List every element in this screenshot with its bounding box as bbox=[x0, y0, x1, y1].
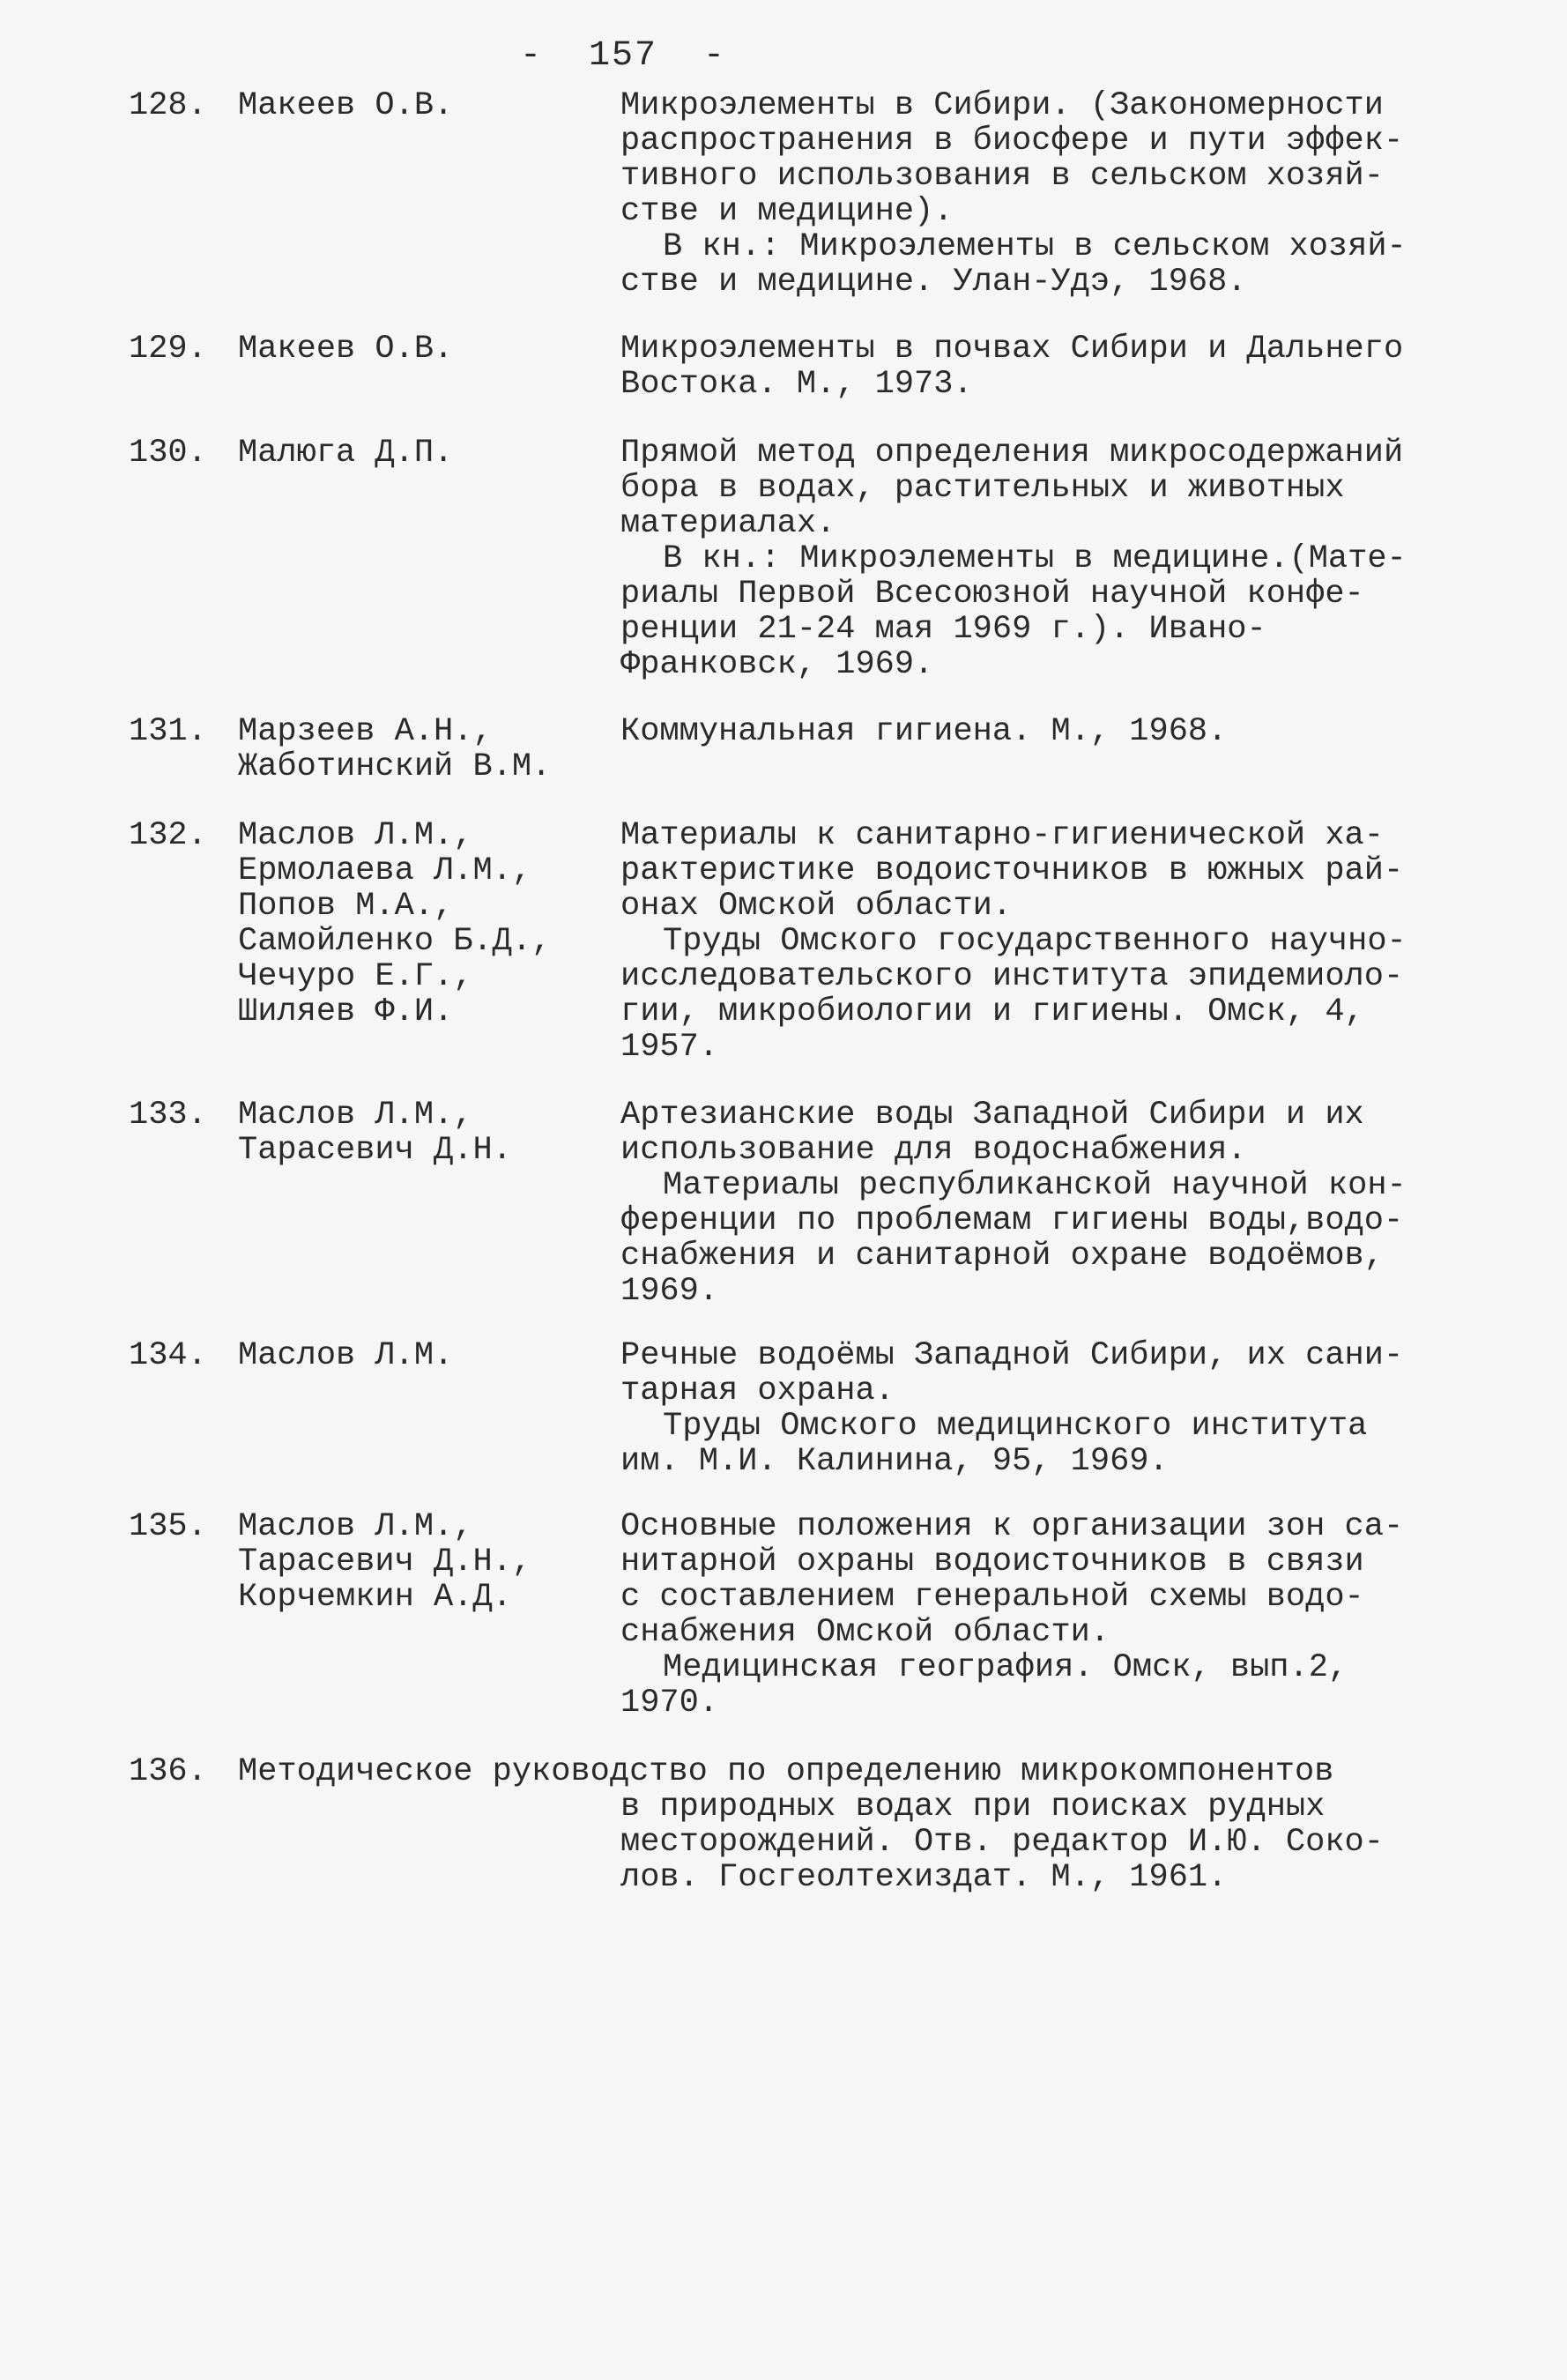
entry-number: 135. bbox=[129, 1508, 207, 1545]
description-line: им. М.И. Калинина, 95, 1969. bbox=[620, 1443, 1169, 1480]
entry-authors bbox=[238, 1509, 608, 1615]
description-line: Франковск, 1969. bbox=[620, 646, 934, 683]
author: Жаботинский В.М. bbox=[238, 748, 552, 785]
description-line: в природных водах при поисках рудных bbox=[620, 1789, 1326, 1826]
entry-number: 128. bbox=[129, 87, 207, 124]
description-line: исследовательского института эпидемиоло- bbox=[620, 958, 1404, 995]
entry-number: 134. bbox=[129, 1337, 207, 1374]
author: Малюга Д.П. bbox=[238, 435, 454, 472]
description-line: распространения в биосфере и пути эффек- bbox=[620, 123, 1404, 160]
description-line: Труды Омского медицинского института bbox=[663, 1408, 1368, 1445]
entry-description bbox=[620, 818, 1440, 1065]
description-line: Востока. М., 1973. bbox=[620, 366, 973, 403]
description-line: 1970. bbox=[620, 1685, 719, 1722]
author: Ермолаева Л.М., bbox=[238, 852, 532, 889]
description-line: 1969. bbox=[620, 1273, 719, 1310]
description-line: В кн.: Микроэлементы в медицине.(Мате- bbox=[663, 540, 1407, 577]
author: Чечуро Е.Г., bbox=[238, 958, 473, 995]
author: Шиляев Ф.И. bbox=[238, 993, 454, 1030]
entry-description bbox=[620, 88, 1440, 300]
description-line: онах Омской области. bbox=[620, 888, 1013, 925]
description-line: использование для водоснабжения. bbox=[620, 1132, 1247, 1169]
description-line: тивного использования в сельском хозяй- bbox=[620, 158, 1384, 195]
author: Марзеев А.Н., bbox=[238, 713, 493, 750]
entry-number: 133. bbox=[129, 1097, 207, 1134]
entry-authors bbox=[238, 88, 608, 123]
entry-number: 136. bbox=[129, 1753, 207, 1790]
entry-description bbox=[620, 1097, 1440, 1309]
entry-description bbox=[620, 1338, 1440, 1479]
author: Попов М.А., bbox=[238, 888, 454, 925]
entry-authors bbox=[238, 1097, 608, 1168]
author: Маслов Л.М., bbox=[238, 1508, 473, 1545]
author: Маслов Л.М., bbox=[238, 1097, 473, 1134]
author: Тарасевич Д.Н., bbox=[238, 1543, 532, 1580]
author: Макеев О.В. bbox=[238, 331, 454, 368]
author: Тарасевич Д.Н. bbox=[238, 1132, 512, 1169]
description-line: с составлением генеральной схемы водо- bbox=[620, 1579, 1364, 1616]
description-line: снабжения и санитарной охране водоёмов, bbox=[620, 1238, 1384, 1275]
author: Корчемкин А.Д. bbox=[238, 1579, 512, 1616]
description-line: ренции 21-24 мая 1969 г.). Ивано- bbox=[620, 611, 1266, 648]
description-line: В кн.: Микроэлементы в сельском хозяй- bbox=[663, 228, 1407, 265]
description-line: Материалы к санитарно-гигиенической ха- bbox=[620, 817, 1384, 854]
entry-title: Методическое руководство по определению микрокомпонентов bbox=[238, 1753, 1334, 1790]
description-line: Материалы республиканской научной кон- bbox=[663, 1167, 1407, 1204]
entry-description bbox=[620, 435, 1440, 682]
entry-description bbox=[620, 1509, 1440, 1721]
description-line: нитарной охраны водоисточников в связи bbox=[620, 1543, 1364, 1580]
author: Маслов Л.М. bbox=[238, 1337, 454, 1374]
author: Маслов Л.М., bbox=[238, 817, 473, 854]
description-line: гии, микробиологии и гигиены. Омск, 4, bbox=[620, 993, 1364, 1030]
entry-number: 131. bbox=[129, 713, 207, 750]
description-line: Основные положения к организации зон са- bbox=[620, 1508, 1404, 1545]
description-line: Прямой метод определения микросодержаний bbox=[620, 435, 1404, 472]
entry-authors bbox=[238, 1338, 608, 1373]
description-line: Микроэлементы в почвах Сибири и Дальнего bbox=[620, 331, 1404, 368]
description-line: риалы Первой Всесоюзной научной конфе- bbox=[620, 576, 1364, 613]
author: Самойленко Б.Д., bbox=[238, 923, 552, 960]
description-line: лов. Госгеолтехиздат. М., 1961. bbox=[620, 1859, 1228, 1896]
description-line: Артезианские воды Западной Сибири и их bbox=[620, 1097, 1364, 1134]
description-line: Коммунальная гигиена. М., 1968. bbox=[620, 713, 1228, 750]
entry-description bbox=[620, 714, 1440, 749]
description-line: снабжения Омской области. bbox=[620, 1614, 1110, 1651]
description-line: стве и медицине. Улан-Удэ, 1968. bbox=[620, 264, 1247, 301]
entry-number: 130. bbox=[129, 435, 207, 472]
description-line: Медицинская география. Омск, вып.2, bbox=[663, 1649, 1348, 1686]
entry-number: 129. bbox=[129, 331, 207, 368]
description-line: Речные водоёмы Западной Сибири, их сани- bbox=[620, 1337, 1404, 1374]
entry-authors bbox=[238, 818, 608, 1030]
description-line: 1957. bbox=[620, 1029, 719, 1066]
description-line: материалах. bbox=[620, 505, 836, 542]
description-line: бора в водах, растительных и животных bbox=[620, 470, 1345, 507]
description-line: Микроэлементы в Сибири. (Закономерности bbox=[620, 87, 1384, 124]
page-number: - 157 - bbox=[520, 36, 727, 76]
entry-authors bbox=[238, 435, 608, 471]
description-line: Труды Омского государственного научно- bbox=[663, 923, 1407, 960]
author: Макеев О.В. bbox=[238, 87, 454, 124]
description-line: рактеристике водоисточников в южных рай- bbox=[620, 852, 1404, 889]
entry-description bbox=[620, 1789, 1440, 1895]
description-line: стве и медицине). bbox=[620, 193, 954, 230]
description-line: тарная охрана. bbox=[620, 1372, 895, 1409]
entry-authors bbox=[238, 331, 608, 367]
entry-description bbox=[620, 331, 1440, 402]
entry-number: 132. bbox=[129, 817, 207, 854]
entry-authors bbox=[238, 714, 608, 785]
description-line: месторождений. Отв. редактор И.Ю. Соко- bbox=[620, 1824, 1384, 1861]
description-line: ференции по проблемам гигиены воды,водо- bbox=[620, 1202, 1404, 1239]
